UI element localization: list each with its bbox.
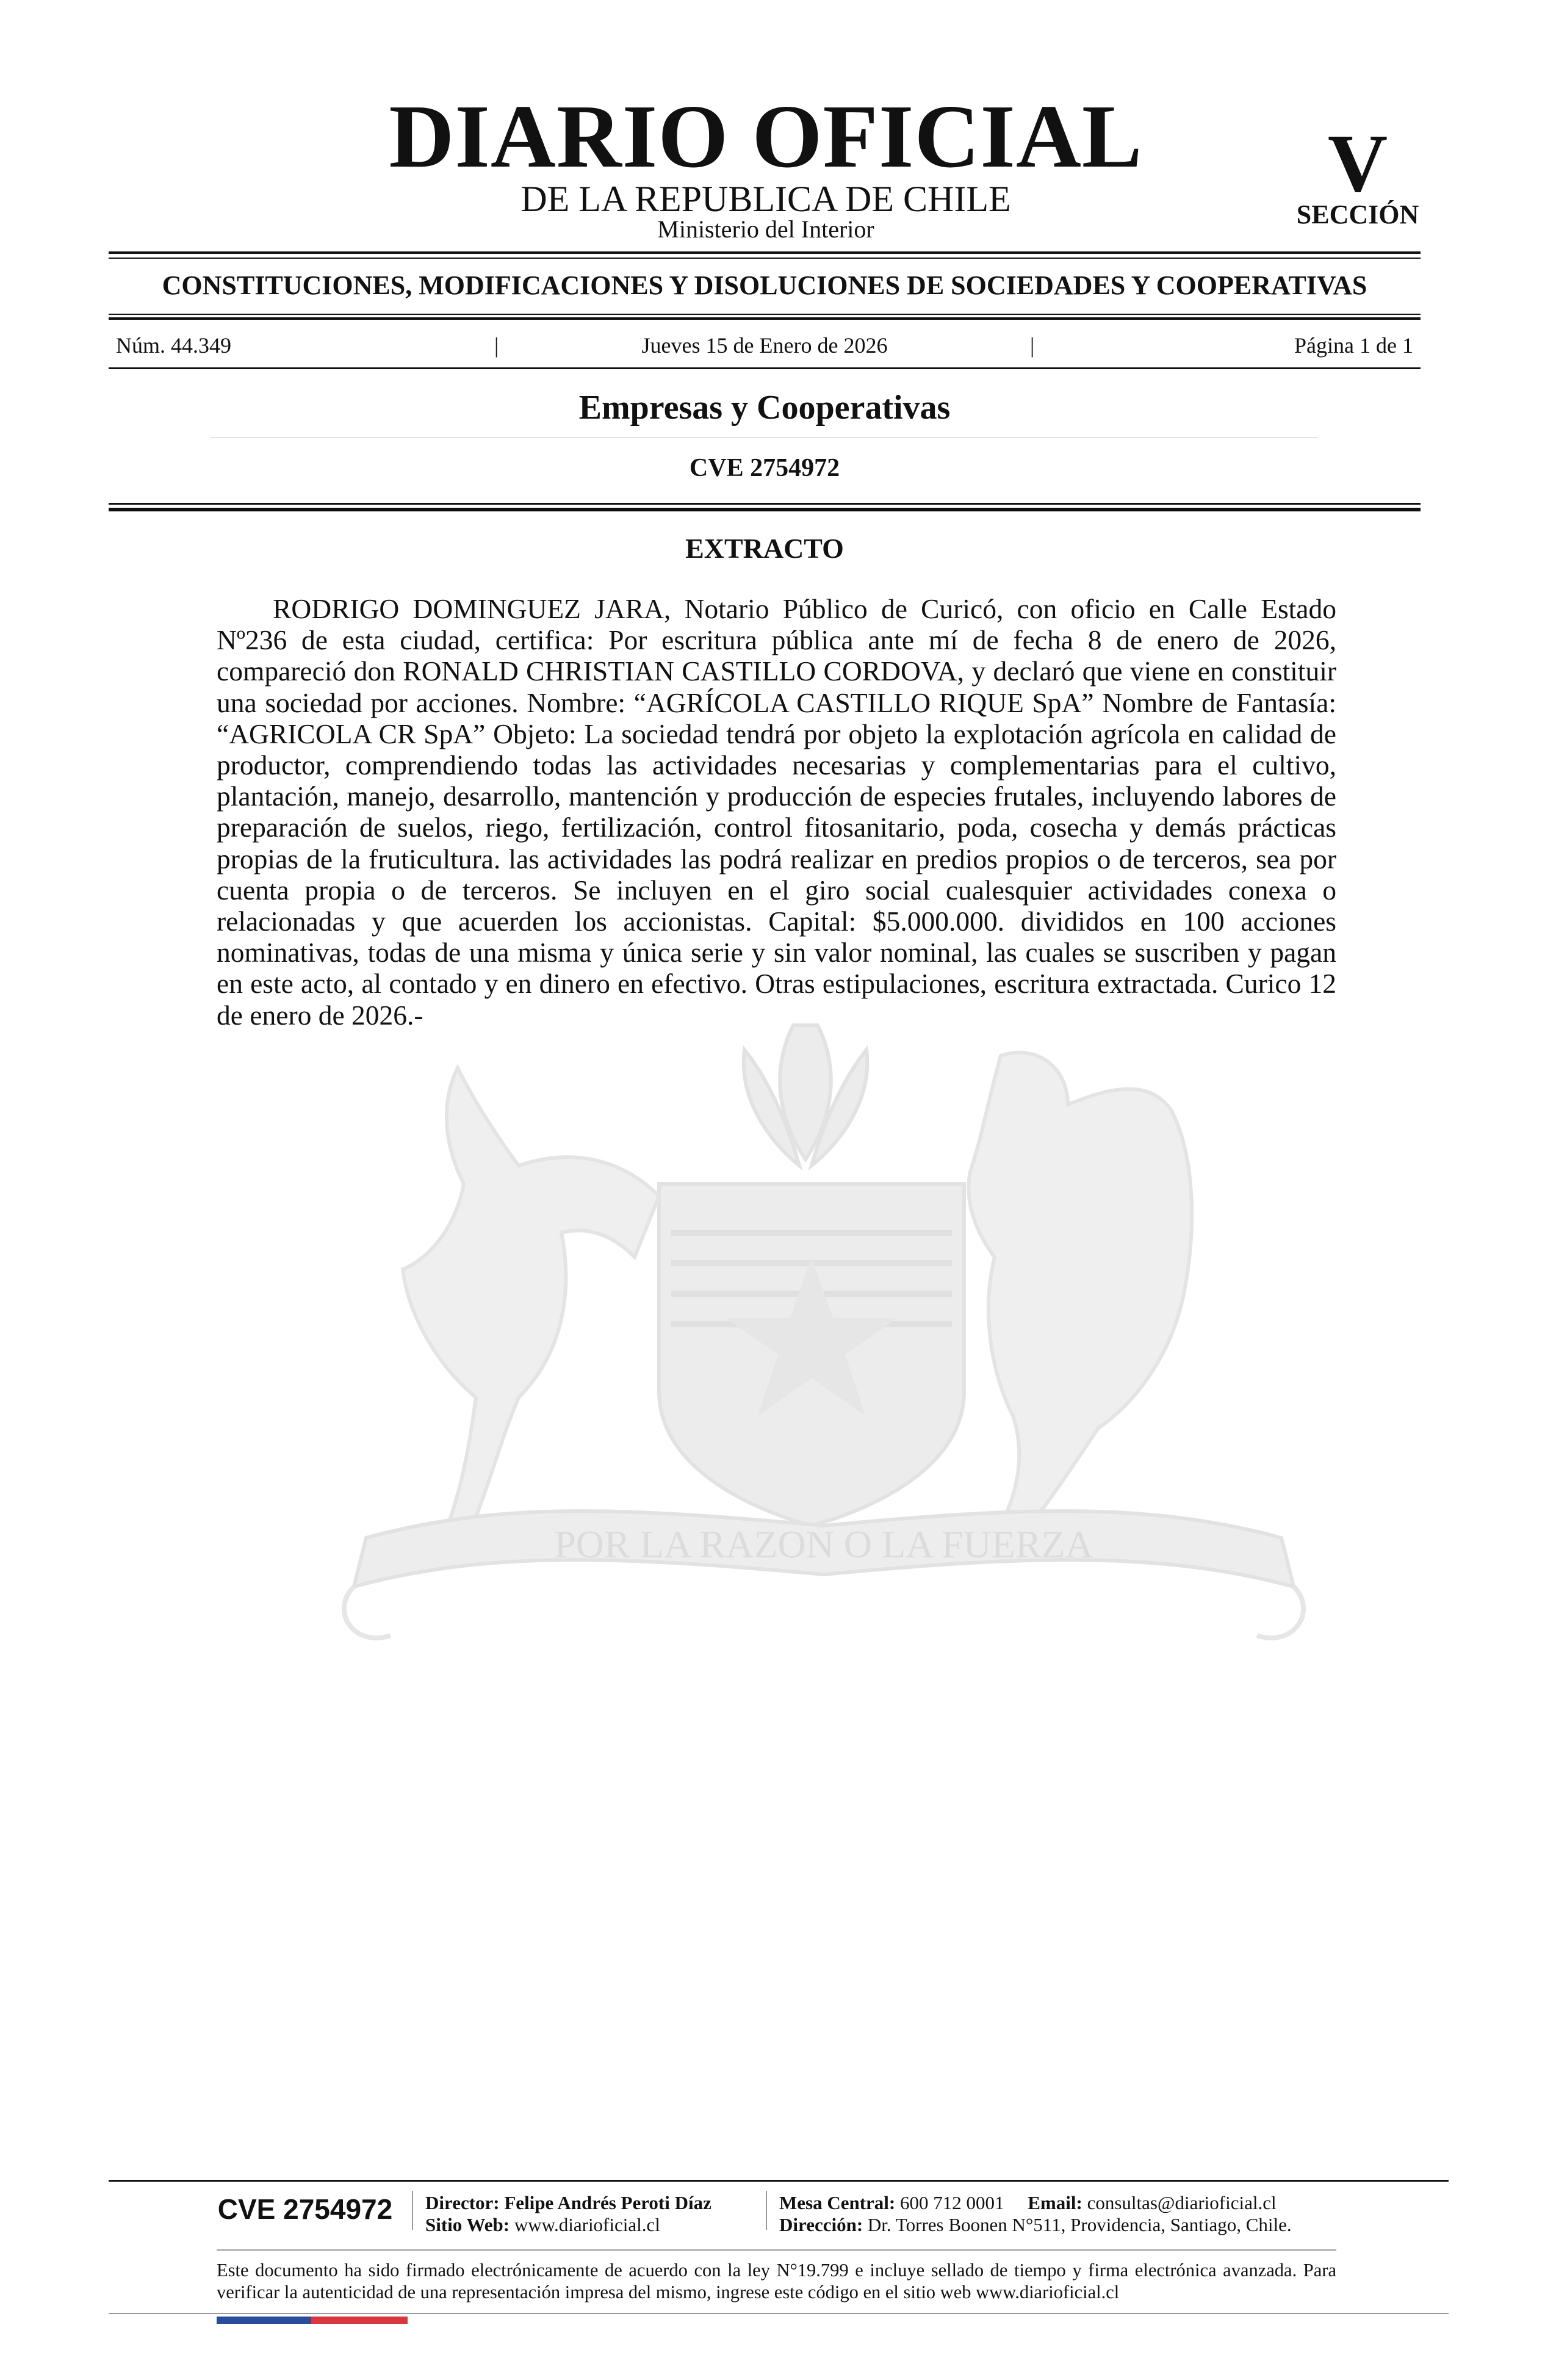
footer-legal-notice: Este documento ha sido firmado electrónicamente de acuerdo con la ley N°19.799 e incluye sellado de tiempo y firma electrónica avanzada. Para verificar la autenticidad de una representación impresa del mismo, ingrese este código en el sitio web www.diarioficial.cl <box>217 2260 1336 2302</box>
masthead-subtitle: DE LA REPUBLICA DE CHILE <box>520 179 1011 219</box>
website-link[interactable]: www.diarioficial.cl <box>514 2214 660 2235</box>
footer-director-block <box>425 2192 767 2236</box>
category-rule-bottom <box>109 314 1421 315</box>
address-label: Dirección: <box>779 2214 863 2235</box>
masthead-rule-top-thin <box>109 258 1421 259</box>
email-label: Email: <box>1028 2192 1082 2213</box>
issue-rule-bottom <box>109 367 1421 369</box>
website-label: Sitio Web: <box>425 2214 510 2235</box>
phone-label: Mesa Central: <box>779 2192 896 2213</box>
masthead-title: DIARIO OFICIAL <box>389 87 1143 187</box>
cve-code: CVE 2754972 <box>689 454 840 482</box>
flag-stripe-blue <box>217 2317 311 2324</box>
footer-rule-bottom <box>109 2313 1449 2314</box>
footer-separator-1 <box>412 2191 413 2230</box>
issue-separator-1: | <box>494 333 499 358</box>
director-label: Director: <box>425 2192 500 2213</box>
issue-info-row <box>109 332 1421 359</box>
footer-separator-2 <box>766 2191 767 2230</box>
address-value: Dr. Torres Boonen N°511, Providencia, Santiago, Chile. <box>867 2214 1292 2235</box>
section-title: Empresas y Cooperativas <box>578 389 951 427</box>
email-link[interactable]: consultas@diarioficial.cl <box>1087 2192 1277 2213</box>
section-letter: V <box>1327 118 1388 209</box>
category-heading: CONSTITUCIONES, MODIFICACIONES Y DISOLUCIONES DE SOCIEDADES Y COOPERATIVAS <box>162 270 1367 300</box>
footer-rule-top <box>109 2180 1449 2182</box>
extract-body: RODRIGO DOMINGUEZ JARA, Notario Público de Curicó, con oficio en Calle Estado Nº236 de esta ciudad, certifica: Por escritura pública ante mí de fecha 8 de enero de 2026, compareció don RONALD CHRISTIAN CASTILLO CORDOVA, y declaró que viene en constituir una sociedad por acciones. Nombre: “AGRÍCOLA CASTILLO RIQUE SpA” Nombre de Fantasía: “AGRICOLA CR SpA” Objeto: La sociedad tendrá por objeto la explotación agrícola en calidad de productor, comprendiendo todas las actividades necesarias y complementarias para el cultivo, plantación, manejo, desarrollo, mantención y producción de especies frutales, incluyendo labores de preparación de suelos, riego, fertilización, control fitosanitario, poda, cosecha y demás prácticas propias de la fruticultura. las actividades las podrá realizar en predios propios o de terceros, sea por cuenta propia o de terceros. Se incluyen en el giro social cualesquier actividades conexa o relacionadas y que acuerden los accionistas. Capital: $5.000.000. divididos en 100 acciones nominativas, todas de una misma y única serie y sin valor nominal, las cuales se suscriben y pagan en este acto, al contado y en dinero en efectivo. Otras estipulaciones, escritura extractada. Curico 12 de enero de 2026.- <box>217 593 1336 1031</box>
section-title-divider <box>211 437 1318 438</box>
footer-rule-middle <box>217 2249 1336 2251</box>
watermark-motto: POR LA RAZON O LA FUERZA <box>554 1523 1093 1566</box>
coat-of-arms-watermark <box>317 1001 1330 1660</box>
footer-contact-block <box>779 2192 1359 2236</box>
header-rule-bottom-thick <box>109 508 1421 511</box>
footer-cve-code: CVE 2754972 <box>217 2193 393 2225</box>
masthead-rule-top <box>109 251 1421 254</box>
category-rule-bottom-thick <box>109 317 1421 320</box>
extract-heading: EXTRACTO <box>685 533 844 564</box>
flag-stripe-red <box>311 2317 408 2324</box>
director-value: Felipe Andrés Peroti Díaz <box>504 2192 711 2213</box>
masthead-ministry: Ministerio del Interior <box>657 215 874 243</box>
header-rule-bottom <box>109 503 1421 505</box>
issue-number: Núm. 44.349 <box>116 333 231 358</box>
issue-page: Página 1 de 1 <box>1294 333 1413 358</box>
issue-date: Jueves 15 de Enero de 2026 <box>641 333 888 358</box>
phone-value: 600 712 0001 <box>900 2192 1004 2213</box>
issue-separator-2: | <box>1030 333 1035 358</box>
section-label: SECCIÓN <box>1296 200 1419 229</box>
